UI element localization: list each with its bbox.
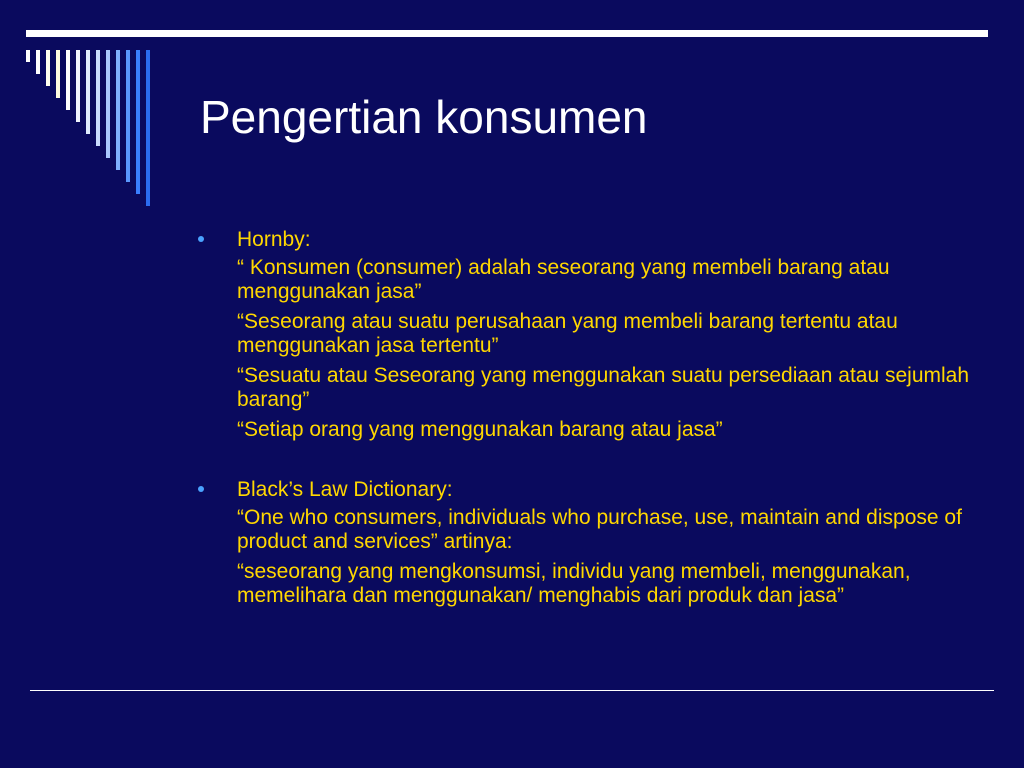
section-paragraph: “ Konsumen (consumer) adalah seseorang yang membeli barang atau menggunakan jasa” [237, 256, 890, 303]
top-divider-line [26, 30, 988, 37]
bullet-section-blacks-law [198, 478, 978, 608]
decorative-stripes [26, 50, 166, 210]
bullet-section-hornby [198, 228, 978, 442]
section-paragraph: “Seseorang atau suatu perusahaan yang membeli barang tertentu atau menggunakan jasa tertentu” [237, 310, 898, 357]
section-paragraph: “seseorang yang mengkonsumsi, individu yang membeli, menggunakan, memelihara dan menggunakan/ menghabis dari produk dan jasa” [237, 560, 911, 607]
section-paragraph: “Sesuatu atau Seseorang yang menggunakan suatu persediaan atau sejumlah barang” [237, 364, 970, 411]
bullet-icon [198, 486, 204, 492]
bullet-icon [198, 236, 204, 242]
section-heading: Black’s Law Dictionary: [237, 478, 453, 501]
section-paragraph: “Setiap orang yang menggunakan barang atau jasa” [237, 418, 723, 441]
bottom-divider-line [30, 690, 994, 691]
section-heading: Hornby: [237, 228, 311, 251]
slide-title: Pengertian konsumen [200, 91, 648, 143]
slide-body [198, 228, 978, 614]
section-paragraph: “One who consumers, individuals who purchase, use, maintain and dispose of product and services” artinya: [237, 506, 962, 553]
